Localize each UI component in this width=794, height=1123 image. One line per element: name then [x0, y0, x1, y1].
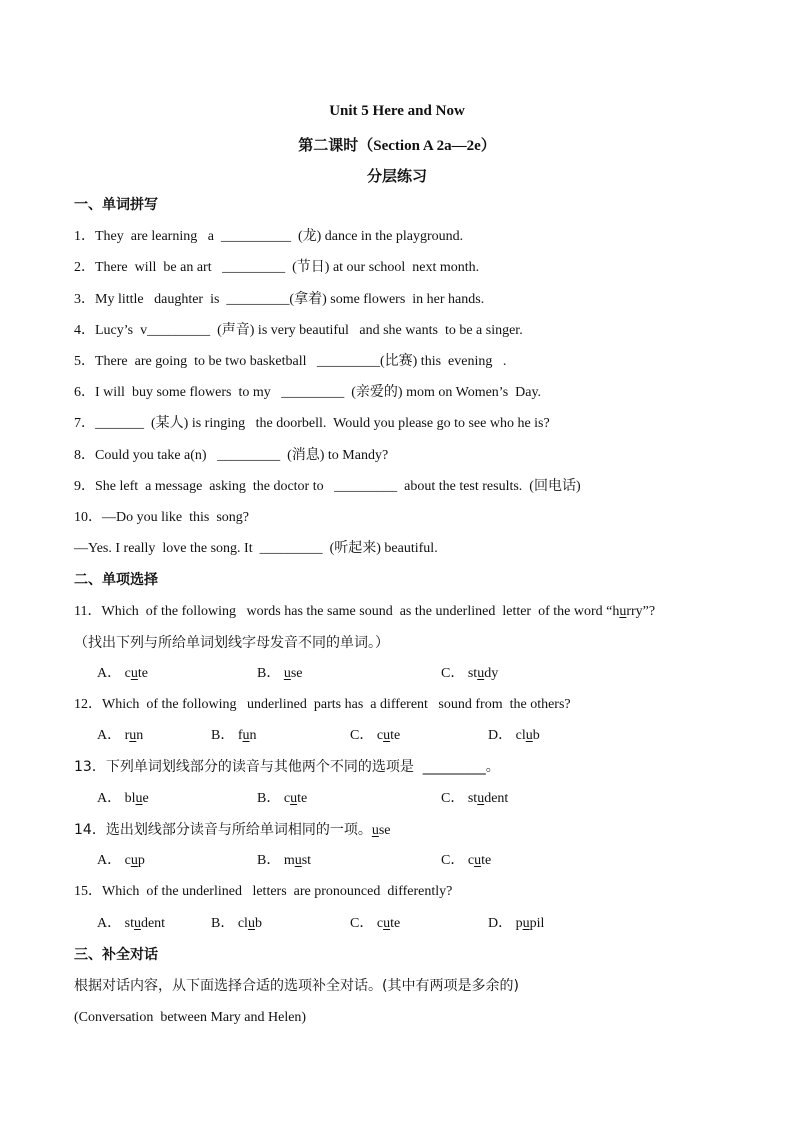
spelling-q10-reply: —Yes. I really love the song. It _________ (听起来) beautiful.: [74, 541, 438, 556]
q11-option-a[interactable]: A． cute: [97, 666, 148, 681]
choice-q12: 12．Which of the following underlined parts has a different sound from the others?: [74, 697, 571, 712]
q15-option-d[interactable]: D． pupil: [488, 916, 545, 931]
q14-option-c[interactable]: C． cute: [441, 853, 492, 868]
choice-q15: 15．Which of the underlined letters are pronounced differently?: [74, 884, 453, 899]
spelling-q8: 8．Could you take a(n) _________ (消息) to Mandy?: [74, 448, 389, 463]
dialogue-context: (Conversation between Mary and Helen): [74, 1010, 307, 1025]
page-title: Unit 5 Here and Now: [329, 103, 465, 119]
lesson-subtitle: 第二课时（Section A 2a—2e）: [298, 138, 496, 154]
choice-q14: 14．选出划线部分读音与所给单词相同的一项。use: [74, 822, 391, 838]
section-heading-spelling: 一、单词拼写: [74, 197, 158, 213]
q14-option-a[interactable]: A． cup: [97, 853, 145, 868]
q13-option-b[interactable]: B． cute: [257, 791, 308, 806]
q12-option-a[interactable]: A． run: [97, 728, 144, 743]
dialogue-instruction: 根据对话内容，从下面选择合适的选项补全对话。(其中有两项是多余的): [74, 978, 519, 994]
spelling-q4: 4．Lucy’s v_________ (声音) is very beautiful and she wants to be a singer.: [74, 323, 523, 338]
choice-q13: 13．下列单词划线部分的读音与其他两个不同的选项是 _________。: [74, 759, 500, 775]
q13-option-a[interactable]: A． blue: [97, 791, 149, 806]
q15-option-c[interactable]: C． cute: [350, 916, 401, 931]
q12-option-d[interactable]: D． club: [488, 728, 540, 743]
q13-option-c[interactable]: C． student: [441, 791, 509, 806]
q14-option-b[interactable]: B． must: [257, 853, 312, 868]
q11-option-c[interactable]: C． study: [441, 666, 499, 681]
section-heading-dialogue: 三、补全对话: [74, 947, 158, 963]
spelling-q6: 6．I will buy some flowers to my _________ (亲爱的) mom on Women’s Day.: [74, 385, 542, 400]
q11-option-b[interactable]: B． use: [257, 666, 303, 681]
choice-q11-note: （找出下列与所给单词划线字母发音不同的单词。）: [74, 635, 389, 651]
spelling-q10: 10．—Do you like this song?: [74, 510, 249, 525]
choice-q11: 11．Which of the following words has the same sound as the underlined letter of the word “hurry”?: [74, 604, 656, 619]
spelling-q7: 7．_______ (某人) is ringing the doorbell. Would you please go to see who he is?: [74, 416, 550, 431]
spelling-q5: 5．There are going to be two basketball _________(比赛) this evening .: [74, 354, 507, 369]
section-heading-choice: 二、单项选择: [74, 572, 158, 588]
spelling-q2: 2．There will be an art _________ (节日) at our school next month.: [74, 260, 480, 275]
spelling-q9: 9．She left a message asking the doctor to _________ about the test results. (回电话): [74, 479, 581, 494]
q15-option-b[interactable]: B． club: [211, 916, 262, 931]
q15-option-a[interactable]: A． student: [97, 916, 166, 931]
spelling-q3: 3．My little daughter is _________(拿着) some flowers in her hands.: [74, 292, 485, 307]
practice-tag: 分层练习: [366, 167, 427, 185]
q12-option-b[interactable]: B． fun: [211, 728, 257, 743]
spelling-q1: 1．They are learning a __________ (龙) dance in the playground.: [74, 229, 464, 244]
q12-option-c[interactable]: C． cute: [350, 728, 401, 743]
